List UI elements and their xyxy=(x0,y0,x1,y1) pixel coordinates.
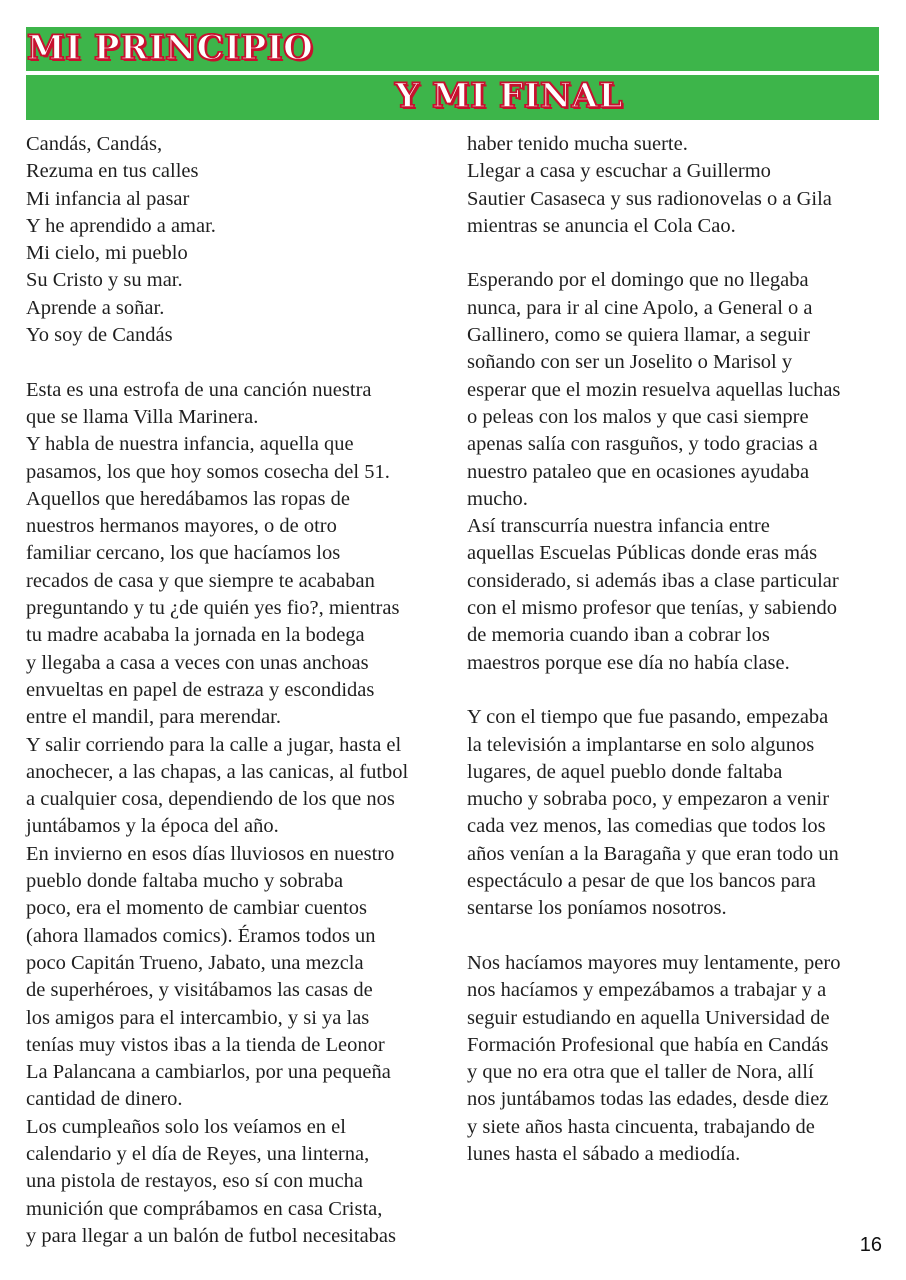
left-text-column xyxy=(26,131,466,1250)
text-line: mucho. xyxy=(467,487,528,510)
text-line: nuestro pataleo que en ocasiones ayudaba xyxy=(467,460,810,483)
text-line: considerado, si además ibas a clase particular xyxy=(467,569,839,592)
text-line: tenías muy vistos ibas a la tienda de Leonor xyxy=(26,1033,385,1056)
text-line: En invierno en esos días lluviosos en nuestro xyxy=(26,842,395,865)
text-line: Esperando por el domingo que no llegaba xyxy=(467,269,809,292)
text-line: mientras se anuncia el Cola Cao. xyxy=(467,214,736,237)
page-title-line-2: Y MI FINAL xyxy=(395,76,623,116)
text-line: aquellas Escuelas Públicas donde eras más xyxy=(467,542,818,565)
text-line: Formación Profesional que había en Candás xyxy=(467,1033,829,1056)
text-line: nos hacíamos y empezábamos a trabajar y a xyxy=(467,979,827,1002)
text-line: y para llegar a un balón de futbol necesitabas xyxy=(26,1224,396,1247)
text-line: pasamos, los que hoy somos cosecha del 51. xyxy=(26,460,390,483)
text-line: Su Cristo y su mar. xyxy=(26,269,183,292)
text-line: a cualquier cosa, dependiendo de los que nos xyxy=(26,788,395,811)
text-line: los amigos para el intercambio, y si ya las xyxy=(26,1006,370,1029)
text-line: de memoria cuando iban a cobrar los xyxy=(467,624,770,647)
text-line: pueblo donde faltaba mucho y sobraba xyxy=(26,870,344,893)
text-line: poco, era el momento de cambiar cuentos xyxy=(26,897,367,920)
text-line: de superhéroes, y visitábamos las casas de xyxy=(26,979,373,1002)
text-line: Candás, Candás, xyxy=(26,133,163,155)
text-line: Yo soy de Candás xyxy=(26,324,173,347)
page-number: 16 xyxy=(859,1234,882,1256)
text-line: recados de casa y que siempre te acababan xyxy=(26,569,375,592)
text-line: apenas salía con rasguños, y todo gracias a xyxy=(467,433,818,456)
text-line: seguir estudiando en aquella Universidad de xyxy=(467,1006,830,1029)
text-line: haber tenido mucha suerte. xyxy=(467,133,688,155)
text-line: nos juntábamos todas las edades, desde diez xyxy=(467,1088,829,1111)
text-line: una pistola de restayos, eso sí con mucha xyxy=(26,1170,364,1193)
text-line: anochecer, a las chapas, a las canicas, al futbol xyxy=(26,760,409,783)
text-line: tu madre acababa la jornada en la bodega xyxy=(26,624,365,647)
text-line: preguntando y tu ¿de quién yes fio?, mientras xyxy=(26,597,400,620)
text-line: munición que comprábamos en casa Crista, xyxy=(26,1197,383,1220)
text-line: mucho y sobraba poco, y empezaron a venir xyxy=(467,788,830,811)
text-line xyxy=(467,240,906,267)
text-line: Mi cielo, mi pueblo xyxy=(26,242,188,265)
text-line: o peleas con los malos y que casi siempre xyxy=(467,405,809,428)
text-line: calendario y el día de Reyes, una linterna, xyxy=(26,1142,370,1165)
text-line: poco Capitán Trueno, Jabato, una mezcla xyxy=(26,951,364,974)
text-line: años venían a la Baragaña y que eran todo un xyxy=(467,842,839,865)
text-line: esperar que el mozin resuelva aquellas luchas xyxy=(467,378,841,401)
text-line: Y salir corriendo para la calle a jugar, hasta el xyxy=(26,733,402,756)
text-line: sentarse los poníamos nosotros. xyxy=(467,897,727,920)
text-line: envueltas en papel de estraza y escondidas xyxy=(26,678,375,701)
right-text-column xyxy=(467,131,906,1168)
text-line: y siete años hasta cincuenta, trabajando de xyxy=(467,1115,815,1138)
text-line: espectáculo a pesar de que los bancos para xyxy=(467,870,816,893)
text-line: nunca, para ir al cine Apolo, a General o a xyxy=(467,296,813,319)
text-line: Así transcurría nuestra infancia entre xyxy=(467,515,770,538)
text-line: Y habla de nuestra infancia, aquella que xyxy=(26,433,354,456)
text-line: y llegaba a casa a veces con unas anchoas xyxy=(26,651,369,674)
page-title-line-1: MI PRINCIPIO xyxy=(27,28,314,68)
text-line: Aquellos que heredábamos las ropas de xyxy=(26,487,350,510)
text-line: con el mismo profesor que tenías, y sabiendo xyxy=(467,597,838,620)
text-line: que se llama Villa Marinera. xyxy=(26,405,259,428)
text-line: Sautier Casaseca y sus radionovelas o a Gila xyxy=(467,187,832,210)
text-line: (ahora llamados comics). Éramos todos un xyxy=(26,924,376,947)
text-line: nuestros hermanos mayores, o de otro xyxy=(26,515,337,538)
text-line xyxy=(467,923,906,950)
text-line: cada vez menos, las comedias que todos los xyxy=(467,815,826,838)
text-line: Rezuma en tus calles xyxy=(26,160,199,183)
text-line: y que no era otra que el taller de Nora, allí xyxy=(467,1061,814,1084)
text-line: Esta es una estrofa de una canción nuestra xyxy=(26,378,372,401)
text-line: Y con el tiempo que fue pasando, empezaba xyxy=(467,706,829,729)
text-line: Los cumpleaños solo los veíamos en el xyxy=(26,1115,346,1138)
text-line: La Palancana a cambiarlos, por una pequeña xyxy=(26,1061,391,1084)
text-line: Gallinero, como se quiera llamar, a seguir xyxy=(467,324,810,347)
text-line: Nos hacíamos mayores muy lentamente, pero xyxy=(467,951,841,974)
text-line: Y he aprendido a amar. xyxy=(26,214,216,237)
text-line: Mi infancia al pasar xyxy=(26,187,190,210)
text-line: maestros porque ese día no había clase. xyxy=(467,651,790,674)
text-line: entre el mandil, para merendar. xyxy=(26,706,281,729)
text-line: la televisión a implantarse en solo algunos xyxy=(467,733,815,756)
text-line: lugares, de aquel pueblo donde faltaba xyxy=(467,760,783,783)
text-line: juntábamos y la época del año. xyxy=(26,815,279,838)
text-line xyxy=(467,677,906,704)
text-line: cantidad de dinero. xyxy=(26,1088,183,1111)
text-line: soñando con ser un Joselito o Marisol y xyxy=(467,351,793,374)
text-line: familiar cercano, los que hacíamos los xyxy=(26,542,341,565)
text-line: Aprende a soñar. xyxy=(26,296,165,319)
text-line: Llegar a casa y escuchar a Guillermo xyxy=(467,160,771,183)
text-line: lunes hasta el sábado a mediodía. xyxy=(467,1142,741,1165)
text-line xyxy=(26,349,466,376)
